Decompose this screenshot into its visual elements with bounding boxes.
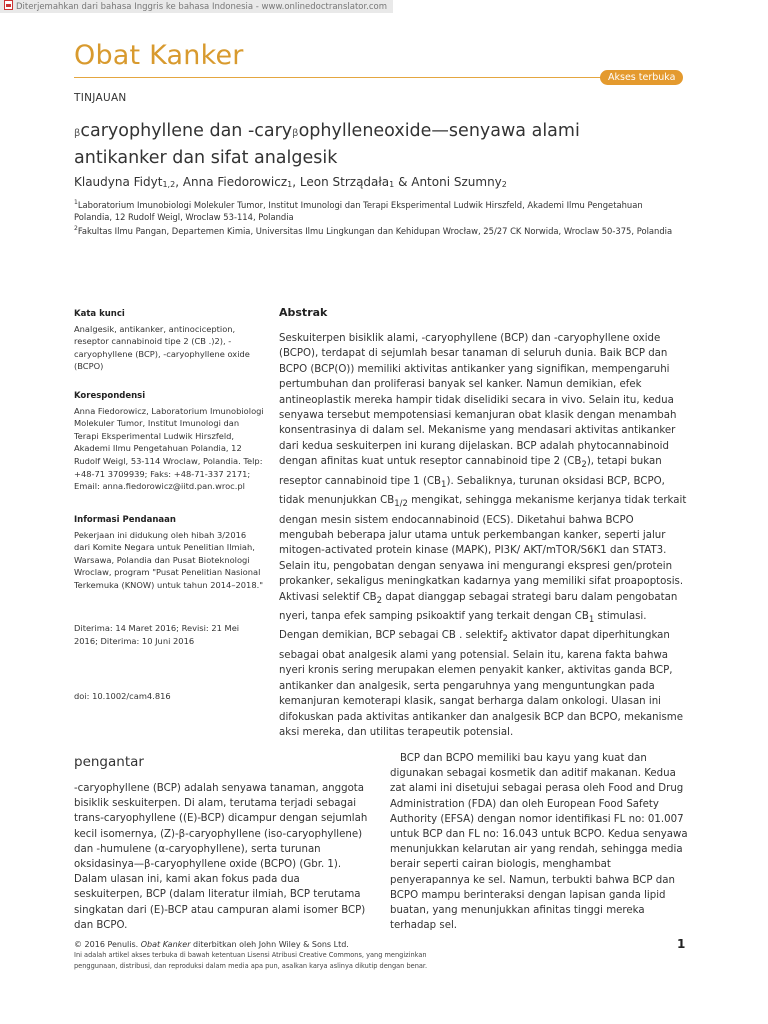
abstract-body: Seskuiterpen bisiklik alami, -caryophyllene (BCP) dan -caryophyllene oxide (BCPO), terdapat di sejumlah besar tanaman di seluruh dunia. Baik BCP dan BCPO (BCP(O)) memiliki aktivitas antikanker yang signifikan, mempengaruhi pertumbuhan dan proliferasi banyak sel kanker. Namun demikian, efek antineoplastik mereka hampir tidak diselidiki secara in vivo. Selain itu, kedua senyawa tersebut mempotensiasi kemanjuran obat klasik dengan menambah konsentrasinya di dalam sel. Mekanisme yang mendasari aktivitas antikanker dari kedua seskuiterpen ini kurang dijelaskan. BCP adalah phytocannabinoid dengan afinitas kuat untuk reseptor cannabinoid tipe 2 $(CB_2)$, tetapi bukan reseptor cannabinoid tipe 1 $(CB_1)$. Sebaliknya, turunan oksidasi BCP, BCPO, tidak menunjukkan $CB_{1/2}$ mengikat, sehingga mekanisme kerjanya tidak terkait dengan mesin sistem endocannabinoid (ECS). Diketahui bahwa BCPO mengubah beberapa jalur utama untuk perkembangan kanker, seperti jalur mitogen-activated protein kinase (MAPK), PI3K/ AKT/mTOR/S6K1 dan STAT3. Selain itu, pengobatan dengan senyawa ini mengurangi ekspresi gen/protein prokanker, sekaligus meningkatkan kadarnya yang memiliki sifat proapoptosis. Aktivasi selektif $CB_2$ dapat dianggap sebagai strategi baru dalam pengobatan nyeri, tanpa efek samping psikoaktif yang terkait dengan $CB_1$ stimulasi. Dengan demikian, BCP sebagai CB . selektif$_2$ aktivator dapat diperhitungkan sebagai obat analgesik alami yang potensial. Selain itu, karena fakta bahwa nyeri kronis sering merupakan elemen penyakit kanker, aktivitas ganda BCP, antikanker dan analgesik, serta pengaruhnya yang menguntungkan pada kemanjuran kemoterapi klasik, sangat berharga dalam onkologi. Ulasan ini difokuskan pada aktivitas antikanker dan analgesik BCP dan BCPO, mekanisme aksi mereka, dan utilitas terapeutik potensial. xyxy=(279,333,687,738)
author-list: Klaudyna Fidyt$_{1,2}$, Anna Fiedorowicz$_1$, Leon Strządała$_1$ & Antoni Szumny$_2$ xyxy=(74,175,507,189)
intro-heading: pengantar xyxy=(74,754,144,770)
beta-glyph: β xyxy=(292,128,299,139)
intro-column-1: -caryophyllene (BCP) adalah senyawa tanaman, anggota bisiklik seskuiterpen. Di alam, terutama terjadi sebagai trans-caryophyllene ((E)-BCP) dicampur dengan sejumlah kecil isomernya, (Z)-β-caryophyllene (iso-caryophyllene) dan -humulene (α-caryophyllene), serta turunan oksidasinya—β-caryophyllene oxide (BCPO) (Gbr. 1). Dalam ulasan ini, kami akan fokus pada dua seskuiterpen, BCP (dalam literatur ilmiah, BCP terutama singkatan dari (E)-BCP atau campuran alami isomer BCP) dan BCPO. xyxy=(74,783,368,931)
header-rule xyxy=(74,77,680,78)
intro-column-2 xyxy=(390,751,690,933)
copyright-post: diterbitkan oleh John Wiley & Sons Ltd. xyxy=(190,940,349,949)
banner-text[interactable]: Diterjemahkan dari bahasa Inggris ke bahasa Indonesia - www.onlinedoctranslator.com xyxy=(16,2,388,12)
correspondence-text: Anna Fiedorowicz, Laboratorium Imunobiologi Molekuler Tumor, Institut Imunologi dan Terapi Eksperimental Ludwik Hirszfeld, Akademi Ilmu Pengetahuan Polandia, 12 Rudolf Weigl, 53-114 Wroclaw, Polandia. Telp: +48-71 3709939; Faks: +48-71-337 2171; Email: anna.fiedorowicz@iitd.pan.wroc.pl xyxy=(74,405,264,492)
journal-title: Obat Kanker xyxy=(74,40,244,71)
dates-text: Diterima: 14 Maret 2016; Revisi: 21 Mei 2016; Diterima: 10 Juni 2016 xyxy=(74,623,240,646)
title-part-2: ophylleneoxide—senyawa alami antikanker dan sifat analgesik xyxy=(74,121,580,168)
copyright-journal: Obat Kanker xyxy=(140,940,191,949)
article-type: TINJAUAN xyxy=(74,92,127,104)
article-title xyxy=(74,119,594,170)
funding-heading: Informasi Pendanaan xyxy=(74,515,176,525)
open-access-badge: Akses terbuka xyxy=(600,70,683,85)
beta-glyph: β xyxy=(74,128,81,139)
correspondence-heading: Korespondensi xyxy=(74,391,146,401)
keywords-text: Analgesik, antikanker, antinociception, reseptor cannabinoid tipe 2 (CB .)2), -caryophyllene (BCP), -caryophyllene oxide (BCPO) xyxy=(74,323,250,372)
funding-block xyxy=(74,514,264,592)
copyright-pre: © 2016 Penulis. xyxy=(74,940,141,949)
license-text: Ini adalah artikel akses terbuka di bawah ketentuan Lisensi Atribusi Creative Commons, yang mengizinkan penggunaan, distribusi, dan reproduksi dalam media apa pun, asalkan karya aslinya dikutip dengan benar. xyxy=(74,951,428,970)
translation-banner[interactable] xyxy=(0,0,393,13)
abstract-heading: Abstrak xyxy=(279,306,328,319)
pdf-icon xyxy=(4,0,13,10)
intro-column-2-text: BCP dan BCPO memiliki bau kayu yang kuat dan digunakan sebagai kosmetik dan aditif makanan. Kedua zat alami ini disetujui sebagai perasa oleh Food and Drug Administration (FDA) dan oleh European Food Safety Authority (EFSA) dengan nomor identifikasi FL no: 01.007 untuk BCP dan FL no: 16.043 untuk BCPO. Kedua senyawa menunjukkan kelarutan air yang rendah, sehingga media berair seperti cairan biologis, menghambat penyerapannya ke sel. Namun, terbukti bahwa BCP dan BCPO mampu berinteraksi dengan lapisan ganda lipid buatan, yang menunjukkan afinitas tinggi mereka terhadap sel. xyxy=(390,753,688,932)
correspondence-block xyxy=(74,390,264,493)
page-number: 1 xyxy=(677,937,686,951)
keywords-heading: Kata kunci xyxy=(74,309,125,319)
keywords-block xyxy=(74,308,264,373)
copyright-line xyxy=(74,939,454,950)
affiliation-2: $^2$Fakultas Ilmu Pangan, Departemen Kimia, Universitas Ilmu Lingkungan dan Kehidupan Wrocław, 25/27 CK Norwida, Wroclaw 50-375, Polandia xyxy=(74,225,673,236)
funding-text: Pekerjaan ini didukung oleh hibah 3/2016 dari Komite Negara untuk Penelitian Ilmiah, Warsawa, Polandia dan Pusat Bioteknologi Wroclaw, program "Pusat Penelitian Nasional Terkemuka (KNOW) untuk tahun 2014–2018." xyxy=(74,529,264,590)
affiliation-1: $^1$Laboratorium Imunobiologi Molekuler Tumor, Institut Imunologi dan Terapi Eksperimental Ludwik Hirszfeld, Akademi Ilmu Pengetahuan Polandia, 12 Rudolf Weigl, Wroclaw 53-114, Polandia xyxy=(74,199,643,223)
title-part-1: caryophyllene dan -cary xyxy=(80,121,293,141)
footer xyxy=(74,939,454,972)
doi-link[interactable]: doi: 10.1002/cam4.816 xyxy=(74,691,171,701)
